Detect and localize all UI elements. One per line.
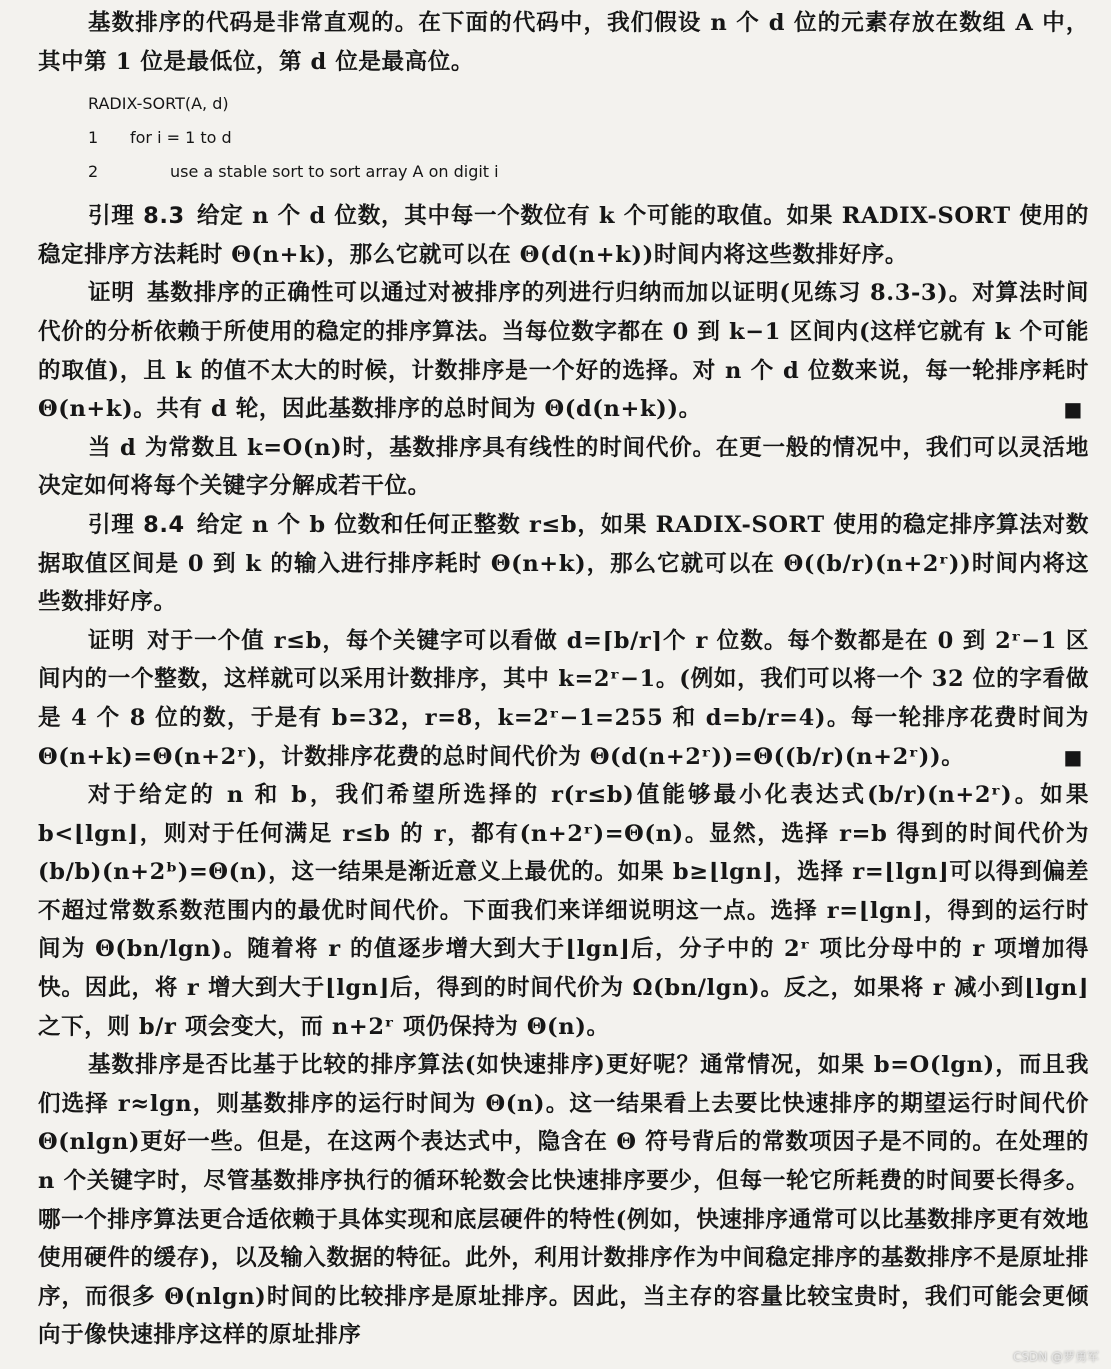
code-text: for i = 1 to d	[130, 128, 232, 148]
lemma-8-4	[38, 506, 1089, 622]
intro-paragraph: 基数排序的代码是非常直观的。在下面的代码中，我们假设 n 个 d 位的元素存放在数组 A 中，其中第 1 位是最低位，第 d 位是最高位。	[38, 10, 1089, 75]
qed-mark: ■	[1063, 397, 1083, 422]
qed-mark: ■	[1063, 744, 1083, 769]
proof-text: 对于一个值 r≤b，每个关键字可以看做 d=⌈b/r⌉个 r 位数。每个数都是在 0 到 2ʳ−1 区间内的一个整数，这样就可以采用计数排序，其中 k=2ʳ−1。(例如，我们可以将一个 32 位的字看做是 4 个 8 位的数，于是有 b=32，r=8，k=2ʳ−1=255 和 d=b/r=4)。每一轮排序花费时间为 Θ(n+k)=Θ(n+2ʳ)，计数排序花费的总时间代价为 Θ(d(n+2ʳ))=Θ((b/r)(n+2ʳ))。	[38, 627, 1089, 770]
proof-label: 证明	[88, 280, 135, 307]
code-header: RADIX-SORT(A, d)	[88, 94, 229, 114]
lemma-label: 引理 8.4	[88, 511, 185, 538]
lemma-text: 给定 n 个 b 位数和任何正整数 r≤b，如果 RADIX-SORT 使用的稳定排序算法对数据取值区间是 0 到 k 的输入进行排序耗时 Θ(n+k)，那么它就可以在 Θ((b/r)(n+2ʳ))时间内将这些数排好序。	[38, 511, 1089, 616]
lemma-8-3	[38, 197, 1089, 274]
proof-text: 基数排序的正确性可以通过对被排序的列进行归纳而加以证明(见练习 8.3-3)。对算法时间代价的分析依赖于所使用的稳定的排序算法。当每位数字都在 0 到 k−1 区间内(这样它就有 k 个可能的取值)，且 k 的值不太大的时候，计数排序是一个好的选择。对 n 个 d 位数来说，每一轮排序耗时 Θ(n+k)。共有 d 轮，因此基数排序的总时间为 Θ(d(n+k))。	[38, 280, 1089, 423]
code-text: use a stable sort to sort array A on digit i	[170, 162, 499, 182]
code-line-1	[88, 121, 1089, 155]
code-line-2	[88, 155, 1089, 189]
lemma-text: 给定 n 个 d 位数，其中每一个数位有 k 个可能的取值。如果 RADIX-SORT 使用的稳定排序方法耗时 Θ(n+k)，那么它就可以在 Θ(d(n+k))时间内将这些数排好序。	[38, 203, 1089, 268]
proof-label: 证明	[88, 627, 136, 654]
choice-of-r-paragraph: 对于给定的 n 和 b，我们希望所选择的 r(r≤b)值能够最小化表达式(b/r)(n+2ʳ)。如果 b<⌊lgn⌋，则对于任何满足 r≤b 的 r，都有(n+2ʳ)=Θ(n)。显然，选择 r=b 得到的时间代价为(b/b)(n+2ᵇ)=Θ(n)，这一结果是渐近意义上最优的。如果 b≥⌊lgn⌋，选择 r=⌊lgn⌋可以得到偏差不超过常数系数范围内的最优时间代价。下面我们来详细说明这一点。选择 r=⌊lgn⌋，得到的运行时间为 Θ(bn/lgn)。随着将 r 的值逐步增大到大于⌊lgn⌋后，分子中的 2ʳ 项比分母中的 r 项增加得快。因此，将 r 增大到大于⌊lgn⌋后，得到的时间代价为 Ω(bn/lgn)。反之，如果将 r 减小到⌊lgn⌋之下，则 b/r 项会变大，而 n+2ʳ 项仍保持为 Θ(n)。	[38, 782, 1089, 1040]
constant-d-paragraph: 当 d 为常数且 k=O(n)时，基数排序具有线性的时间代价。在更一般的情况中，我们可以灵活地决定如何将每个关键字分解成若干位。	[38, 434, 1089, 500]
proof-8-4	[38, 622, 1089, 776]
line-number: 1	[88, 128, 99, 148]
proof-8-3	[38, 274, 1089, 428]
watermark: CSDN @罗勇军	[1012, 1350, 1099, 1364]
radix-sort-pseudocode	[88, 87, 1089, 189]
comparison-paragraph: 基数排序是否比基于比较的排序算法(如快速排序)更好呢？通常情况，如果 b=O(lgn)，而且我们选择 r≈lgn，则基数排序的运行时间为 Θ(n)。这一结果看上去要比快速排序的期望运行时间代价 Θ(nlgn)更好一些。但是，在这两个表达式中，隐含在 Θ 符号背后的常数项因子是不同的。在处理的 n 个关键字时，尽管基数排序执行的循环轮数会比快速排序要少，但每一轮它所耗费的时间要长得多。哪一个排序算法更合适依赖于具体实现和底层硬件的特性(例如，快速排序通常可以比基数排序更有效地使用硬件的缓存)，以及输入数据的特征。此外，利用计数排序作为中间稳定排序的基数排序不是原址排序，而很多 Θ(nlgn)时间的比较排序是原址排序。因此，当主存的容量比较宝贵时，我们可能会更倾向于像快速排序这样的原址排序	[38, 1052, 1089, 1349]
lemma-label: 引理 8.3	[88, 203, 185, 230]
line-number: 2	[88, 162, 99, 182]
